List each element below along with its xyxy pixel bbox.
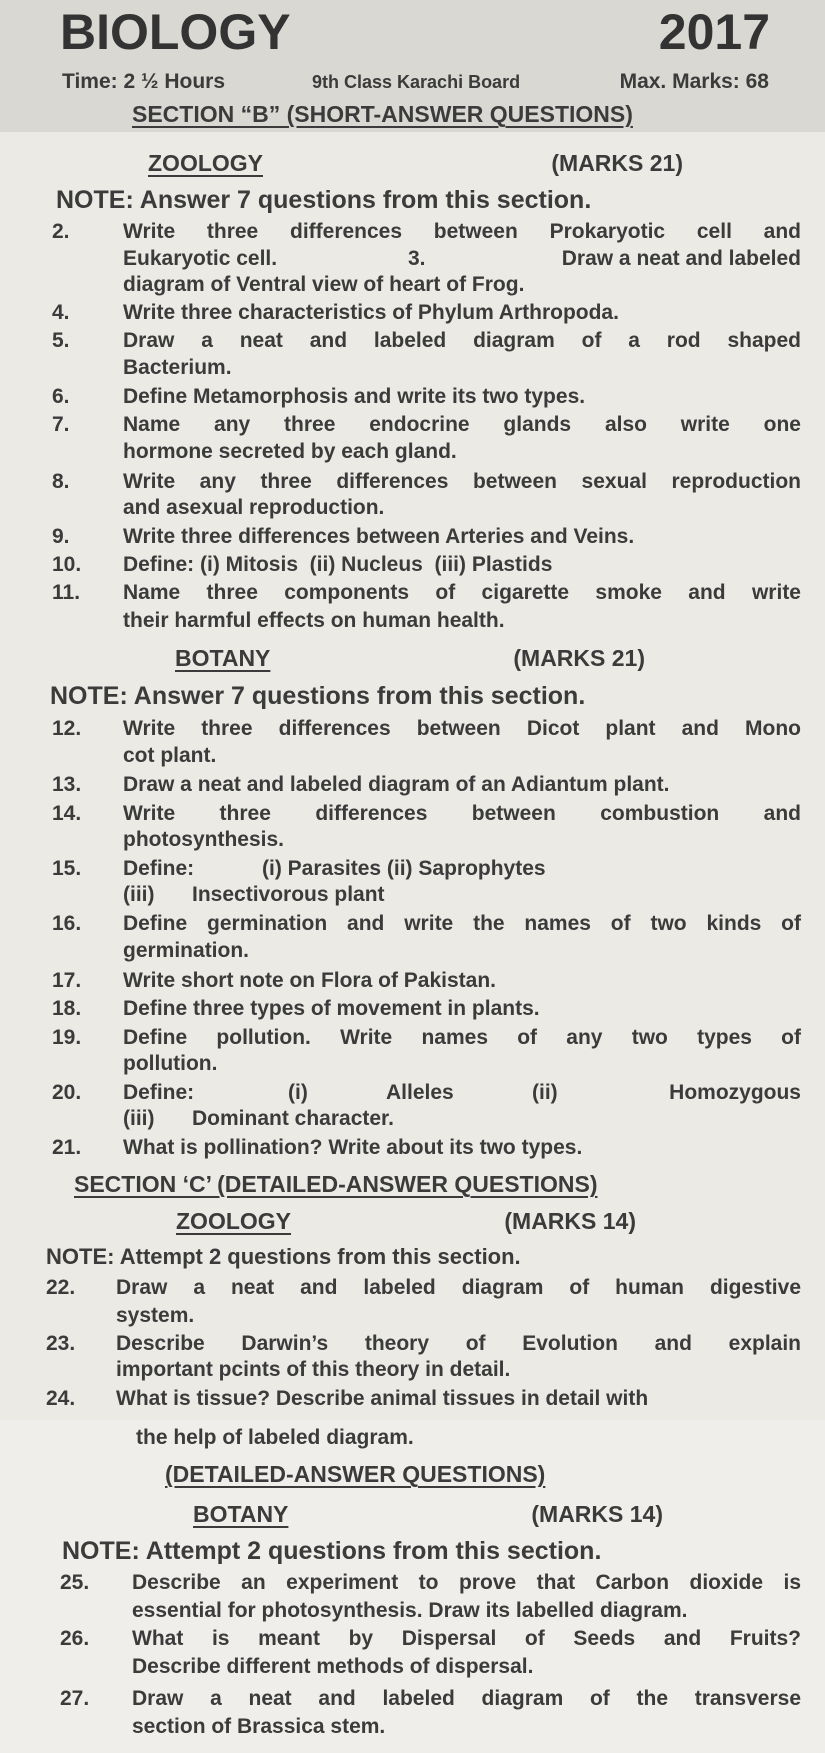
question-text: (iii) [123,883,155,906]
question-text: Draw a neat and labeled diagram of a rod shaped [123,329,801,352]
zoology-c-note: NOTE: Attempt 2 questions from this section. [46,1244,521,1269]
question-text: hormone secreted by each gland. [123,440,457,463]
question-text: Homozygous [669,1081,801,1104]
botany-b-note: NOTE: Answer 7 questions from this section. [50,682,586,710]
question-text: Write three differences between Prokaryotic cell and [123,220,801,243]
question-number: 3. [408,247,426,270]
exam-time: Time: 2 ½ Hours [62,70,225,93]
botany-b-heading [175,644,645,672]
botany-label: BOTANY [175,645,271,671]
question-number: 8. [52,470,70,493]
question-text: Define Metamorphosis and write its two types. [123,385,586,408]
zoology-b-note: NOTE: Answer 7 questions from this section. [56,186,592,214]
question-text: Describe an experiment to prove that Carbon dioxide is [132,1571,801,1594]
question-number: 6. [52,385,70,408]
question-text: Alleles [386,1081,454,1104]
question-number: 24. [46,1387,76,1410]
question-text: Draw a neat and labeled diagram of the transverse [132,1687,801,1710]
question-text: essential for photosynthesis. Draw its labelled diagram. [132,1599,688,1622]
question-text: Define: [123,857,195,880]
question-text: the help of labeled diagram. [136,1426,414,1449]
botany-marks: (MARKS 14) [531,1501,663,1527]
question-text: cot plant. [123,744,217,767]
question-number: 14. [52,802,82,825]
question-text: What is tissue? Describe animal tissues in detail with [116,1387,649,1410]
question-text: Dominant character. [192,1107,394,1130]
question-text: Describe Darwin’s theory of Evolution and explain [116,1332,801,1355]
question-text: Draw a neat and labeled [561,247,801,270]
question-text: Eukaryotic cell. [123,247,278,270]
botany-c-note: NOTE: Attempt 2 questions from this section. [62,1537,602,1565]
zoology-marks: (MARKS 21) [551,150,683,176]
question-number: 7. [52,413,70,436]
question-number: 5. [52,329,70,352]
botany-c-heading [193,1500,663,1528]
question-number: 11. [52,581,81,604]
question-text: (ii) [532,1081,558,1104]
question-text: photosynthesis. [123,828,285,851]
zoology-label: ZOOLOGY [148,150,263,176]
question-number: 18. [52,997,82,1020]
question-text: section of Brassica stem. [132,1715,386,1738]
section-b-title: SECTION “B” (SHORT-ANSWER QUESTIONS) [132,101,633,127]
section-c-title: SECTION ‘C’ (DETAILED-ANSWER QUESTIONS) [74,1171,598,1197]
max-marks: Max. Marks: 68 [619,70,769,93]
question-text: Define germination and write the names of two kinds of [123,912,801,935]
question-number: 22. [46,1276,76,1299]
question-text: Write three differences between combustion and [123,802,801,825]
question-number: 27. [60,1687,90,1710]
question-text: Define pollution. Write names of any two types of [123,1026,801,1049]
zoology-marks: (MARKS 14) [504,1208,636,1234]
question-text: Insectivorous plant [192,883,385,906]
question-text: Write three differences between Arteries and Veins. [123,525,635,548]
botany-label: BOTANY [193,1501,289,1527]
question-number: 23. [46,1332,76,1355]
question-text: What is pollination? Write about its two types. [123,1136,583,1159]
question-number: 15. [52,857,82,880]
question-number: 20. [52,1081,82,1104]
question-text: germination. [123,939,250,962]
zoology-b-heading [148,149,683,177]
question-text: Name three components of cigarette smoke and write [123,581,801,604]
question-text: What is meant by Dispersal of Seeds and Fruits? [132,1627,801,1650]
question-text: pollution. [123,1052,218,1075]
zoology-c-heading [176,1207,636,1235]
question-text: Write three characteristics of Phylum Arthropoda. [123,301,619,324]
question-text: their harmful effects on human health. [123,609,505,632]
question-text: diagram of Ventral view of heart of Frog. [123,273,525,296]
question-text: Define: (i) Mitosis (ii) Nucleus (iii) Plastids [123,553,553,576]
botany-marks: (MARKS 21) [513,645,645,671]
question-number: 9. [52,525,70,548]
question-text: Define three types of movement in plants. [123,997,540,1020]
exam-year: 2017 [658,4,770,60]
exam-board: 9th Class Karachi Board [312,72,521,92]
question-text: important pcints of this theory in detail. [116,1358,511,1381]
question-text: (i) Parasites (ii) Saprophytes [262,857,546,880]
question-number: 4. [52,301,70,324]
question-text: Bacterium. [123,356,232,379]
question-number: 10. [52,553,82,576]
question-number: 17. [52,969,82,992]
section-c-title-2: (DETAILED-ANSWER QUESTIONS) [165,1461,546,1487]
question-text: (iii) [123,1107,155,1130]
question-number: 16. [52,912,82,935]
question-text: Draw a neat and labeled diagram of an Adiantum plant. [123,773,670,796]
question-number: 26. [60,1627,90,1650]
question-text: Write short note on Flora of Pakistan. [123,969,496,992]
question-number: 13. [52,773,82,796]
subject-title: BIOLOGY [60,4,291,60]
question-number: 2. [52,220,70,243]
question-number: 19. [52,1026,82,1049]
question-text: Describe different methods of dispersal. [132,1655,534,1678]
question-text: Write three differences between Dicot plant and Mono [123,717,801,740]
question-text: Define: [123,1081,195,1104]
question-number: 25. [60,1571,90,1594]
question-text: (i) [288,1081,308,1104]
question-number: 21. [52,1136,82,1159]
question-text: system. [116,1304,195,1327]
zoology-label: ZOOLOGY [176,1208,291,1234]
question-number: 12. [52,717,82,740]
question-text: Write any three differences between sexual reproduction [123,470,801,493]
question-text: Name any three endocrine glands also write one [123,413,801,436]
question-text: and asexual reproduction. [123,496,385,519]
question-text: Draw a neat and labeled diagram of human digestive [116,1276,801,1299]
